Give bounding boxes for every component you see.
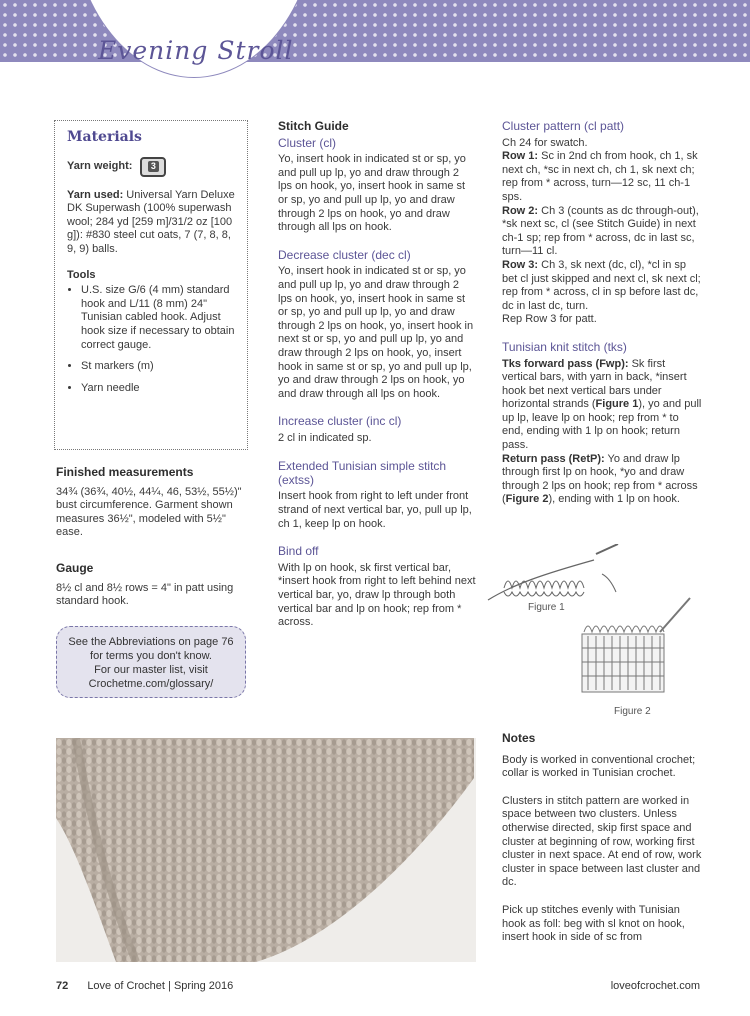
pattern-row-1	[502, 150, 702, 204]
notes-section	[502, 732, 702, 945]
yarn-used-label: Yarn used:	[67, 188, 124, 201]
cluster-text: Yo, insert hook in indicated st or sp, yo and pull up lp, yo and draw through 2 lps on hook, yo, insert hook in same st or sp, yo and pull up lp, yo and draw through 2 lps on hook, yo and draw through all lps on hook.	[278, 153, 466, 234]
bind-off-title: Bind off	[278, 544, 319, 559]
yarn-weight-value: 3	[148, 161, 159, 172]
fwp-label: Tks forward pass (Fwp):	[502, 357, 629, 370]
knit-swatch-photo	[56, 738, 476, 962]
magazine-name: Love of Crochet	[87, 980, 165, 992]
row-label: Row 3:	[502, 258, 539, 271]
retp-label: Return pass (RetP):	[502, 452, 605, 465]
fwp-paragraph	[502, 358, 702, 453]
notes-paragraph: Body is worked in conventional crochet; collar is worked in Tunisian crochet.	[502, 753, 696, 780]
tools-label: Tools	[67, 268, 96, 281]
footer-website: loveofcrochet.com	[610, 980, 700, 992]
stitch-figures	[484, 544, 700, 720]
footer-left	[56, 980, 233, 992]
figure-2-illustration	[582, 598, 690, 692]
retp-text-b: ), ending with 1 lp on hook.	[548, 493, 680, 506]
cluster-title: Cluster (cl)	[278, 135, 337, 150]
stitch-guide-title: Stitch Guide	[278, 119, 349, 133]
extss-text: Insert hook from right to left under front strand of next vertical bar, yo, pull up lp, ch 1, keep lp on hook.	[278, 490, 472, 530]
fig2-ref: Figure 2	[505, 493, 549, 506]
cluster-pattern-intro: Ch 24 for swatch.	[502, 136, 588, 149]
finished-measurements	[56, 466, 252, 540]
abbrev-line-1: See the Abbreviations on page 76 for terms you don't know.	[68, 636, 234, 662]
yarn-weight-icon	[140, 157, 166, 177]
bind-off-text: With lp on hook, sk first vertical bar, *insert hook from right to left behind next vertical bar, yo, draw lp through both vertical bar and lp on hook; rep from * across.	[278, 561, 476, 629]
retp-paragraph	[502, 453, 702, 507]
stitch-guide	[278, 120, 476, 630]
notes-title: Notes	[502, 731, 536, 745]
inc-cluster-text: 2 cl in indicated sp.	[278, 431, 372, 444]
yarn-used-text: Universal Yarn Deluxe DK Superwash (100% superwash wool; 284 yd [259 m]/31/2 oz [100 g]): #830 steel cut oats, 7 (7, 8, 8, 9, 9) balls.	[67, 188, 235, 255]
pattern-row-2	[502, 205, 702, 259]
fig1-ref: Figure 1	[595, 398, 639, 411]
figure-2-caption: Figure 2	[614, 706, 651, 717]
abbreviations-callout	[56, 626, 246, 698]
page-number: 72	[56, 980, 69, 992]
materials-title: Materials	[67, 129, 142, 145]
cluster-pattern-title: Cluster pattern (cl patt)	[502, 119, 625, 133]
tool-item: • U.S. size G/6 (4 mm) standard hook and L/11 (8 mm) 24" Tunisian cabled hook. Adjust hook size if necessary to obtain correct gauge.	[81, 284, 237, 352]
yarn-used	[67, 189, 237, 257]
row-text: Sc in 2nd ch from hook, ch 1, sk next ch, *sc in next ch, ch 1, sk next ch; rep from * across, turn—12 sc, 11 ch-1 sps.	[502, 150, 698, 203]
materials-box	[54, 120, 248, 450]
row-text: Ch 3, sk next (dc, cl), *cl in sp bet cl just skipped and next cl, sk next cl; rep from * across, cl in sp before last dc, dc in last dc, turn.	[502, 258, 701, 312]
issue-date: | Spring 2016	[168, 980, 234, 992]
page-title: Evening Stroll	[98, 36, 294, 65]
finished-title: Finished measurements	[56, 465, 194, 479]
abbrev-line-2: For our master list, visit Crochetme.com/glossary/	[88, 664, 214, 690]
extss-title: Extended Tunisian simple stitch (extss)	[278, 459, 447, 488]
row-text: Ch 3 (counts as dc through-out), *sk next sc, cl (see Stitch Guide) in next ch-1 sp; rep from * across, dc in last sc, turn—11 cl.	[502, 204, 699, 258]
stitch-diagram-illustration	[484, 544, 700, 720]
row-label: Row 2:	[502, 204, 539, 217]
tool-item: • St markers (m)	[81, 360, 237, 374]
pattern-row-3	[502, 259, 702, 313]
finished-text: 34¾ (36¾, 40½, 44¼, 46, 53½, 55½)" bust circumference. Garment shown measures 36½", modeled with 5½" ease.	[56, 485, 242, 539]
fwp-text-b: ), yo and pull up lp, leave lp on hook; rep from * to end, ending with 1 lp on hook; return pass.	[502, 398, 702, 452]
row-label: Row 1:	[502, 150, 539, 163]
yarn-weight-row	[67, 157, 237, 177]
yarn-weight-label: Yarn weight:	[67, 159, 133, 172]
gauge-title: Gauge	[56, 561, 94, 575]
cluster-pattern	[502, 120, 702, 507]
inc-cluster-title: Increase cluster (inc cl)	[278, 414, 402, 429]
swatch-photo-illustration	[56, 738, 476, 962]
gauge-text: 8½ cl and 8½ rows = 4" in patt using standard hook.	[56, 581, 234, 608]
dec-cluster-text: Yo, insert hook in indicated st or sp, yo and pull up lp, yo and draw through 2 lps on hook, yo, insert hook in same st or sp, yo and pull up lp, yo and draw through 2 lps on hook, yo, insert hook in next st or sp, yo and pull up lp, yo and draw through 2 lps on hook, yo, insert hook in same st or sp, yo and pull up lp, yo and draw through 2 lps on hook, yo and draw through all lps on hook.	[278, 265, 474, 400]
tunisian-knit-title: Tunisian knit stitch (tks)	[502, 339, 627, 354]
tool-item: • Yarn needle	[81, 382, 237, 396]
fwp-text-a: Sk first vertical bars, with yarn in back, *insert hook bet next vertical bars under horizontal strands (	[502, 357, 687, 411]
notes-paragraph: Pick up stitches evenly with Tunisian hook as foll: beg with sl knot on hook, insert hook in side of sc from	[502, 903, 685, 944]
gauge-section	[56, 562, 252, 609]
notes-paragraph: Clusters in stitch pattern are worked in space between two clusters. Unless otherwise directed, skip first space and cluster at beginning of row, working first cluster in next space. At end of row, work cluster in space between last cluster and dc.	[502, 794, 702, 889]
tools-list	[67, 284, 237, 395]
retp-text-a: Yo and draw lp through first lp on hook, *yo and draw through 2 lps on hook; rep from * across (	[502, 452, 698, 506]
figure-1-caption: Figure 1	[528, 602, 565, 613]
figure-1-illustration	[488, 544, 618, 600]
cluster-pattern-outro: Rep Row 3 for patt.	[502, 313, 597, 326]
dec-cluster-title: Decrease cluster (dec cl)	[278, 247, 411, 262]
